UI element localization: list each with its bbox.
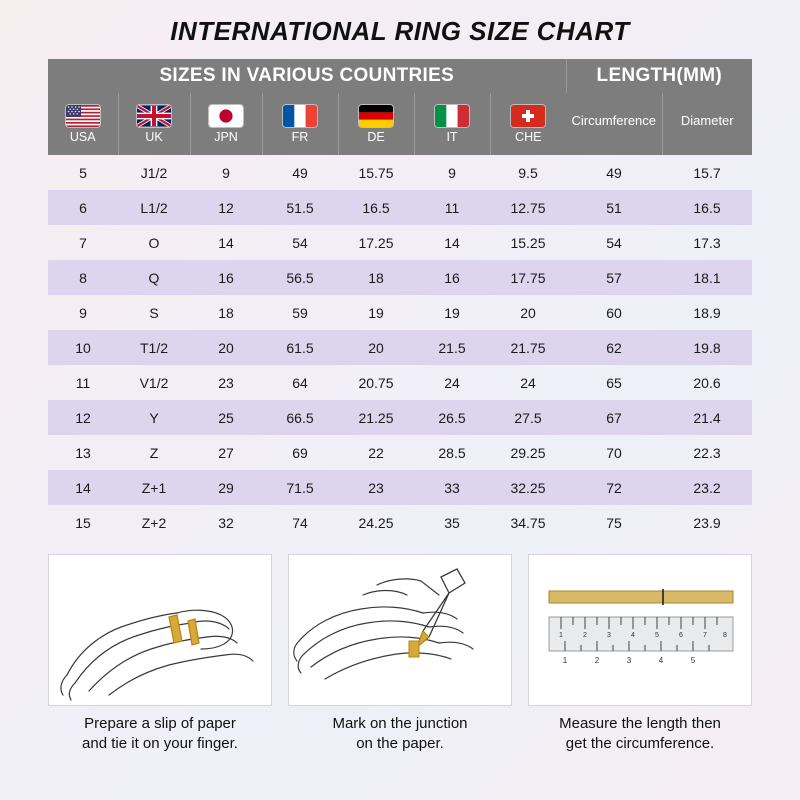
cell-uk: S bbox=[149, 304, 159, 321]
cell-uk: T1/2 bbox=[118, 330, 190, 365]
cell-it: 19 bbox=[444, 304, 460, 321]
cell-usa: 5 bbox=[79, 164, 87, 181]
ring-size-table bbox=[48, 59, 752, 540]
table-row bbox=[48, 435, 752, 470]
cell-circumference: 57 bbox=[566, 260, 662, 295]
cell-jpn: 23 bbox=[218, 374, 234, 391]
cell-jpn: 12 bbox=[190, 190, 262, 225]
cell-it: 9 bbox=[448, 164, 456, 181]
cell-diameter: 23.9 bbox=[693, 514, 721, 531]
cell-circumference: 60 bbox=[606, 304, 622, 321]
cell-uk: Z+1 bbox=[118, 470, 190, 505]
table-row bbox=[48, 155, 752, 190]
header-label-diameter: Diameter bbox=[680, 112, 734, 128]
header-label-fr: FR bbox=[291, 129, 309, 144]
header-label-circumference: Circumference bbox=[566, 93, 662, 155]
cell-jpn: 18 bbox=[218, 304, 234, 321]
japan-flag-icon bbox=[209, 105, 243, 127]
svg-text:5: 5 bbox=[690, 656, 696, 665]
cell-de: 19 bbox=[368, 304, 384, 321]
cell-fr: 49 bbox=[292, 164, 308, 181]
cell-circumference: 54 bbox=[606, 234, 622, 251]
table-row bbox=[48, 400, 752, 435]
svg-text:4: 4 bbox=[631, 632, 635, 639]
cell-de: 24.25 bbox=[358, 514, 394, 531]
header-cell-jpn bbox=[190, 93, 262, 155]
cell-diameter: 23.2 bbox=[662, 470, 752, 505]
table-header-countries bbox=[48, 93, 752, 155]
table-body bbox=[48, 155, 752, 540]
table-row bbox=[48, 330, 752, 365]
header-label-uk: UK bbox=[145, 129, 163, 144]
header-cell-de bbox=[338, 93, 414, 155]
cell-fr: 56.5 bbox=[262, 260, 338, 295]
step-paper-slip-illustration bbox=[48, 554, 272, 706]
step-mark-junction-caption bbox=[332, 714, 467, 755]
caption-line-1: Measure the length then bbox=[559, 715, 721, 732]
table-row bbox=[48, 505, 752, 540]
cell-uk: Z bbox=[149, 444, 159, 461]
cell-che: 20 bbox=[520, 304, 536, 321]
cell-che: 15.25 bbox=[510, 234, 546, 251]
cell-fr: 51.5 bbox=[262, 190, 338, 225]
cell-diameter: 22.3 bbox=[693, 444, 721, 461]
header-group-sizes: SIZES IN VARIOUS COUNTRIES bbox=[48, 59, 566, 93]
italy-flag-icon bbox=[435, 105, 469, 127]
header-group-length: LENGTH(MM) bbox=[596, 65, 722, 86]
cell-uk: J1/2 bbox=[140, 164, 168, 181]
cell-usa: 12 bbox=[48, 400, 118, 435]
cell-circumference: 67 bbox=[566, 400, 662, 435]
svg-text:3: 3 bbox=[607, 632, 611, 639]
cell-usa: 6 bbox=[48, 190, 118, 225]
cell-de: 23 bbox=[338, 470, 414, 505]
cell-uk: V1/2 bbox=[139, 374, 169, 391]
cell-it: 11 bbox=[414, 190, 490, 225]
cell-jpn: 14 bbox=[218, 234, 234, 251]
table-row bbox=[48, 225, 752, 260]
switzerland-flag-icon bbox=[511, 105, 545, 127]
cell-circumference: 49 bbox=[606, 164, 622, 181]
caption-line-2: get the circumference. bbox=[565, 735, 715, 753]
cell-che: 9.5 bbox=[518, 164, 538, 181]
cell-circumference: 72 bbox=[566, 470, 662, 505]
cell-it: 26.5 bbox=[414, 400, 490, 435]
header-cell-che bbox=[490, 93, 566, 155]
cell-de: 17.25 bbox=[358, 234, 394, 251]
cell-jpn: 27 bbox=[218, 444, 234, 461]
cell-usa: 9 bbox=[79, 304, 87, 321]
cell-de: 16.5 bbox=[338, 190, 414, 225]
caption-line-1: Mark on the junction bbox=[332, 715, 468, 732]
cell-usa: 11 bbox=[75, 374, 91, 391]
svg-text:4: 4 bbox=[658, 656, 664, 665]
table-row bbox=[48, 260, 752, 295]
header-label-che: CHE bbox=[515, 129, 542, 144]
germany-flag-icon bbox=[359, 105, 393, 127]
us-flag-icon bbox=[66, 105, 100, 127]
instruction-panels bbox=[48, 554, 752, 755]
svg-text:2: 2 bbox=[594, 656, 600, 665]
table-row bbox=[48, 365, 752, 400]
cell-diameter: 18.9 bbox=[693, 304, 721, 321]
cell-usa: 14 bbox=[48, 470, 118, 505]
header-label-it: IT bbox=[446, 129, 458, 144]
header-label-usa: USA bbox=[69, 129, 96, 144]
cell-circumference: 70 bbox=[606, 444, 622, 461]
svg-text:1: 1 bbox=[562, 656, 568, 665]
step-measure-length-caption bbox=[559, 714, 721, 755]
svg-text:6: 6 bbox=[679, 632, 683, 639]
cell-fr: 64 bbox=[292, 374, 308, 391]
header-cell-uk bbox=[118, 93, 190, 155]
cell-fr: 71.5 bbox=[262, 470, 338, 505]
header-cell-usa bbox=[48, 93, 118, 155]
cell-che: 17.75 bbox=[490, 260, 566, 295]
cell-de: 20 bbox=[338, 330, 414, 365]
cell-usa: 15 bbox=[75, 514, 91, 531]
cell-diameter: 16.5 bbox=[662, 190, 752, 225]
page-title: INTERNATIONAL RING SIZE CHART bbox=[170, 16, 630, 46]
header-label-jpn: JPN bbox=[214, 129, 238, 144]
cell-circumference: 51 bbox=[566, 190, 662, 225]
france-flag-icon bbox=[283, 105, 317, 127]
header-cell-fr bbox=[262, 93, 338, 155]
svg-text:2: 2 bbox=[583, 632, 587, 639]
cell-che: 27.5 bbox=[490, 400, 566, 435]
cell-it: 16 bbox=[414, 260, 490, 295]
table-header-groups bbox=[48, 59, 752, 93]
cell-jpn: 16 bbox=[190, 260, 262, 295]
cell-diameter: 17.3 bbox=[693, 234, 721, 251]
cell-fr: 74 bbox=[292, 514, 308, 531]
step-mark-junction bbox=[288, 554, 512, 755]
cell-che: 32.25 bbox=[490, 470, 566, 505]
cell-diameter: 15.7 bbox=[693, 164, 721, 181]
uk-flag-icon bbox=[137, 105, 171, 127]
svg-text:1: 1 bbox=[559, 632, 563, 639]
cell-fr: 69 bbox=[292, 444, 308, 461]
cell-uk: Q bbox=[118, 260, 190, 295]
cell-che: 34.75 bbox=[510, 514, 546, 531]
cell-de: 22 bbox=[368, 444, 384, 461]
table-row bbox=[48, 295, 752, 330]
cell-diameter: 21.4 bbox=[662, 400, 752, 435]
step-paper-slip bbox=[48, 554, 272, 755]
cell-circumference: 75 bbox=[606, 514, 622, 531]
cell-fr: 54 bbox=[292, 234, 308, 251]
step-paper-slip-caption bbox=[82, 714, 238, 755]
table-row bbox=[48, 470, 752, 505]
svg-text:3: 3 bbox=[626, 656, 632, 665]
cell-it: 35 bbox=[444, 514, 460, 531]
cell-circumference: 62 bbox=[566, 330, 662, 365]
cell-jpn: 25 bbox=[190, 400, 262, 435]
cell-jpn: 29 bbox=[190, 470, 262, 505]
cell-uk: Y bbox=[118, 400, 190, 435]
cell-usa: 10 bbox=[48, 330, 118, 365]
cell-de: 18 bbox=[338, 260, 414, 295]
cell-jpn: 9 bbox=[222, 164, 230, 181]
header-cell-it bbox=[414, 93, 490, 155]
cell-circumference: 65 bbox=[606, 374, 622, 391]
cell-usa: 7 bbox=[79, 234, 87, 251]
cell-it: 24 bbox=[444, 374, 460, 391]
step-measure-length bbox=[528, 554, 752, 755]
cell-it: 33 bbox=[414, 470, 490, 505]
svg-text:7: 7 bbox=[703, 632, 707, 639]
cell-diameter: 19.8 bbox=[662, 330, 752, 365]
cell-fr: 59 bbox=[292, 304, 308, 321]
cell-de: 21.25 bbox=[338, 400, 414, 435]
cell-che: 24 bbox=[520, 374, 536, 391]
cell-fr: 61.5 bbox=[262, 330, 338, 365]
cell-jpn: 20 bbox=[190, 330, 262, 365]
cell-uk: L1/2 bbox=[118, 190, 190, 225]
cell-fr: 66.5 bbox=[262, 400, 338, 435]
header-label-de: DE bbox=[367, 129, 385, 144]
svg-text:5: 5 bbox=[655, 632, 659, 639]
caption-line-2: on the paper. bbox=[356, 735, 444, 753]
cell-che: 21.75 bbox=[490, 330, 566, 365]
svg-text:8: 8 bbox=[723, 632, 727, 639]
cell-it: 14 bbox=[444, 234, 460, 251]
cell-usa: 8 bbox=[48, 260, 118, 295]
caption-line-2: and tie it on your finger. bbox=[82, 735, 238, 753]
cell-uk: O bbox=[148, 234, 160, 251]
cell-che: 29.25 bbox=[510, 444, 546, 461]
caption-line-1: Prepare a slip of paper bbox=[84, 715, 236, 732]
cell-uk: Z+2 bbox=[141, 514, 167, 531]
cell-usa: 13 bbox=[75, 444, 91, 461]
step-measure-length-illustration bbox=[528, 554, 752, 706]
table-row bbox=[48, 190, 752, 225]
cell-diameter: 18.1 bbox=[662, 260, 752, 295]
cell-jpn: 32 bbox=[218, 514, 234, 531]
cell-diameter: 20.6 bbox=[693, 374, 721, 391]
cell-de: 15.75 bbox=[358, 164, 394, 181]
cell-che: 12.75 bbox=[490, 190, 566, 225]
cell-de: 20.75 bbox=[358, 374, 394, 391]
step-mark-junction-illustration bbox=[288, 554, 512, 706]
cell-it: 21.5 bbox=[414, 330, 490, 365]
cell-it: 28.5 bbox=[438, 444, 466, 461]
